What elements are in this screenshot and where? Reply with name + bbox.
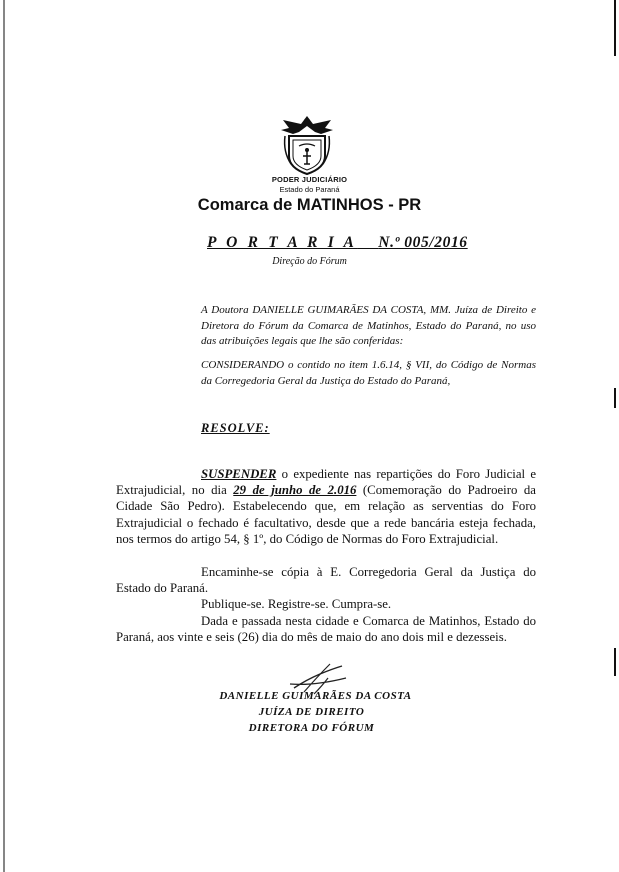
comarca-title: Comarca de MATINHOS - PR bbox=[197, 196, 422, 214]
portaria-number: N.º 005/2016 bbox=[378, 234, 468, 251]
scan-edge-mark bbox=[614, 0, 616, 56]
intro-paragraph: A Doutora DANIELLE GUIMARÃES DA COSTA, MM. Juíza de Direito e Diretora do Fórum da Comarca de Matinhos, Estado do Paraná, no uso das atribuições legais que lhe são conferidas: bbox=[201, 304, 536, 347]
considerando-paragraph: CONSIDERANDO o contido no item 1.6.14, § VII, do Código de Normas da Corregedoria Geral da Justiça do Estado do Paraná, bbox=[201, 359, 536, 387]
parana-coat-of-arms-icon bbox=[279, 112, 335, 176]
encaminhe-paragraph: Encaminhe-se cópia à E. Corregedoria Geral da Justiça do Estado do Paraná. bbox=[116, 565, 536, 596]
holiday-date: 29 de junho de 2.016 bbox=[233, 483, 357, 498]
dada-paragraph: Dada e passada nesta cidade e Comarca de Matinhos, Estado do Paraná, aos vinte e seis (26) dia do mês de maio do ano dois mil e dezesseis. bbox=[116, 614, 536, 645]
portaria-label: P O R T A R I A bbox=[207, 234, 358, 251]
resolve-heading: RESOLVE: bbox=[201, 421, 270, 435]
institution-name: PODER JUDICIÁRIO bbox=[271, 175, 348, 184]
state-name: Estado do Paraná bbox=[279, 185, 340, 194]
paragraph-text: o expediente nas repartições do Foro Judicial e Extrajudicial, no dia bbox=[116, 467, 536, 498]
scan-edge-left bbox=[3, 0, 5, 872]
signatory-office: DIRETORA DO FÓRUM bbox=[248, 722, 375, 734]
paragraph-text: (Comemoração do Padroeiro da Cidade São Pedro). Estabelecendo que, em relação as serventias do Foro Extrajudicial o fechado é facultativo, desde que a rede bancária esteja fechada, nos termos do artigo 54, § 1º, do Código de Normas do Foro Extrajudicial. bbox=[116, 483, 536, 546]
publique-paragraph: Publique-se. Registre-se. Cumpra-se. bbox=[201, 597, 392, 611]
suspender-keyword: SUSPENDER bbox=[201, 467, 277, 481]
suspender-paragraph bbox=[116, 466, 536, 547]
document-subtitle: Direção do Fórum bbox=[272, 256, 347, 267]
scan-edge-mark bbox=[614, 388, 616, 408]
signatory-role: JUÍZA DE DIREITO bbox=[258, 706, 365, 718]
document-title bbox=[207, 234, 468, 252]
scan-edge-mark bbox=[614, 648, 616, 676]
signatory-name: DANIELLE GUIMARÃES DA COSTA bbox=[219, 690, 412, 702]
